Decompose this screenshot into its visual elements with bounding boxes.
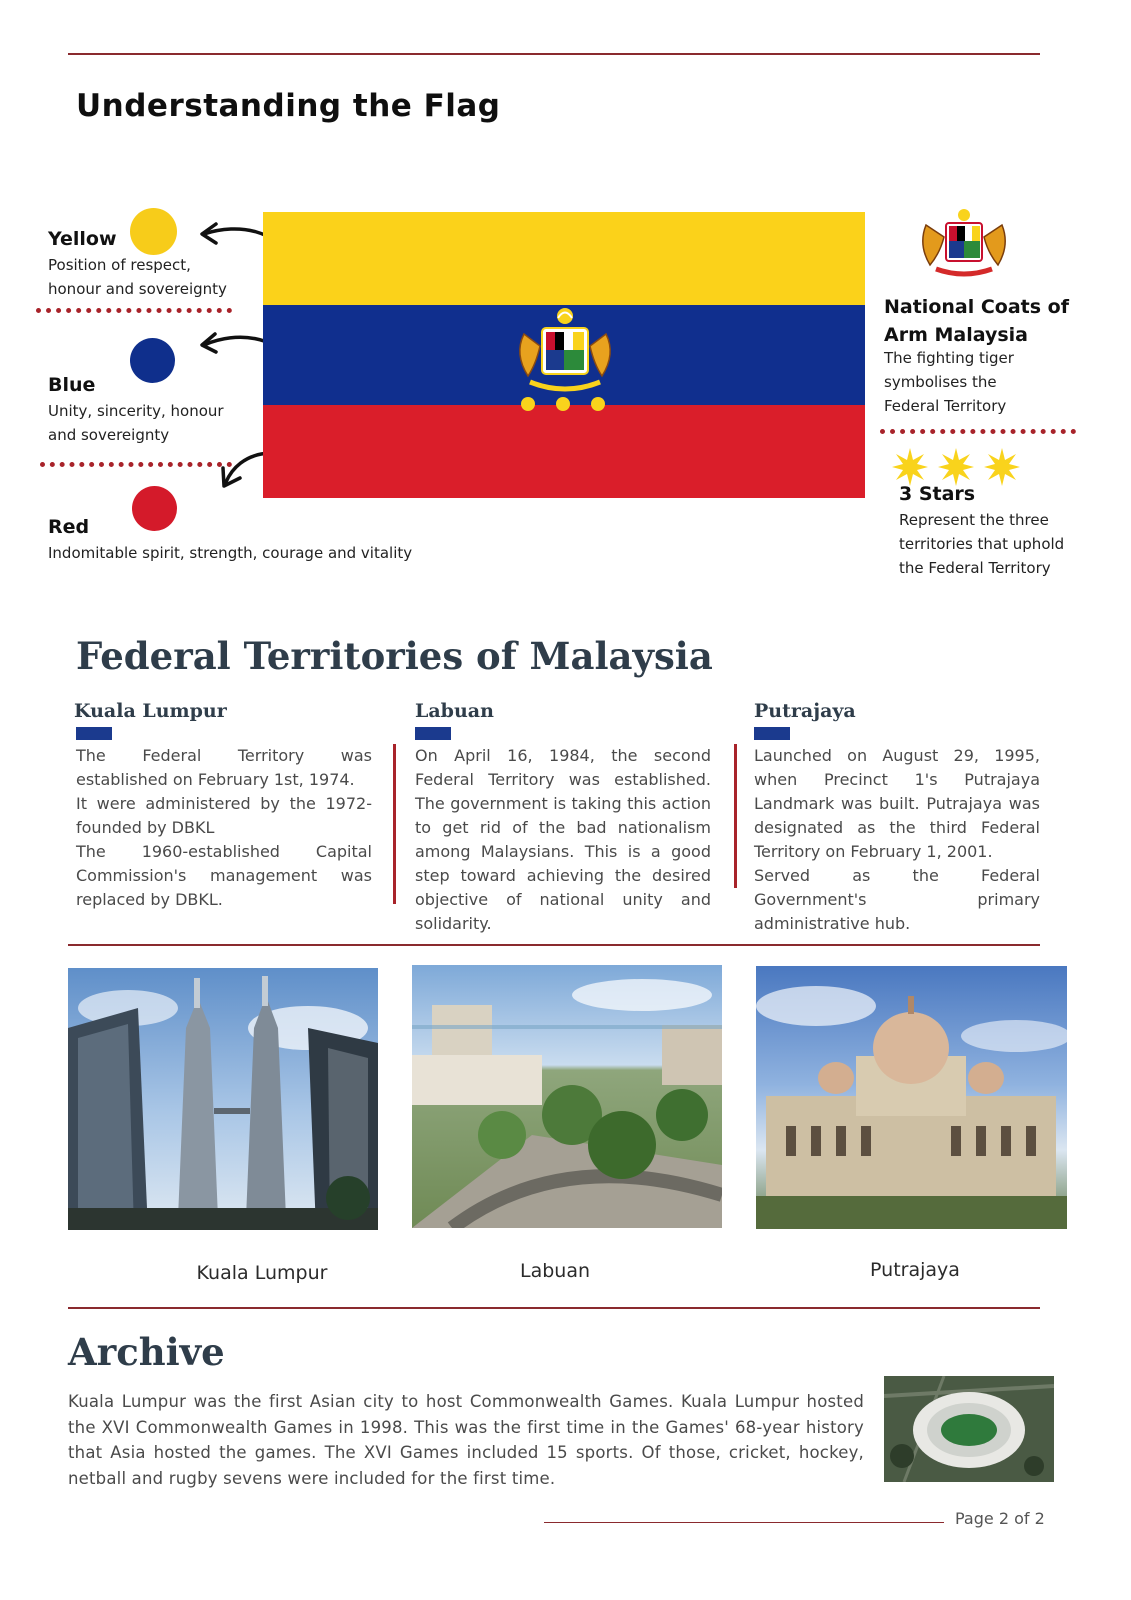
flag <box>263 212 865 498</box>
footer-rule <box>544 1522 944 1523</box>
column-separator <box>393 744 396 904</box>
top-rule <box>68 53 1040 55</box>
legend-label-blue: Blue <box>48 374 96 396</box>
stadium-image <box>884 1376 1054 1482</box>
column-separator <box>734 744 737 888</box>
paragraph: It were administered by the 1972-founded by DBKL <box>76 794 372 837</box>
archive-title: Archive <box>68 1330 225 1374</box>
legend-desc-yellow: Position of respect, honour and sovereignty <box>48 256 227 298</box>
flag-red-band <box>263 405 865 498</box>
paragraph: Launched on August 29, 1995, when Precinct 1's Putrajaya Landmark was built. Putrajaya was designated as the third Federal Territory on February 1, 2001. <box>754 746 1040 861</box>
yellow-swatch <box>130 208 177 255</box>
stars-desc: Represent the three territories that uphold the Federal Territory <box>899 511 1065 577</box>
col-accent-bar <box>415 727 451 740</box>
coastal-town-image <box>412 965 722 1228</box>
col-accent-bar <box>754 727 790 740</box>
photo-putrajaya <box>756 966 1067 1229</box>
paragraph: On April 16, 1984, the second Federal Territory was established. The government is taking this action to get rid of the bad nationalism among Malaysians. This is a good step toward achieving the desired objective of national unity and solidarity. <box>415 746 711 933</box>
col-text-putrajaya <box>754 744 1040 936</box>
section-title: Federal Territories of Malaysia <box>76 634 713 678</box>
legend-label-red: Red <box>48 516 90 538</box>
paragraph: The 1960-established Capital Commission's management was replaced by DBKL. <box>76 842 372 909</box>
col-title-kuala-lumpur: Kuala Lumpur <box>74 700 227 722</box>
col-text-labuan <box>415 744 711 936</box>
flag-yellow-band <box>263 212 865 305</box>
twin-towers-image <box>68 968 378 1230</box>
photo-labuan <box>412 965 722 1228</box>
three-stars-icon <box>890 446 1024 486</box>
page-number: Page 2 of 2 <box>955 1509 1045 1528</box>
col-title-labuan: Labuan <box>415 700 494 722</box>
stars-title: 3 Stars <box>899 483 976 505</box>
caption-putrajaya: Putrajaya <box>870 1259 960 1281</box>
col-title-putrajaya: Putrajaya <box>754 700 856 722</box>
paragraph: The Federal Territory was established on February 1st, 1974. <box>76 746 372 789</box>
caption-labuan: Labuan <box>519 1260 591 1282</box>
col-text-kuala-lumpur <box>76 744 372 912</box>
photo-stadium <box>884 1376 1054 1482</box>
coat-of-arms-emblem-icon <box>916 207 1012 279</box>
domed-palace-image <box>756 966 1067 1229</box>
section-rule <box>68 1307 1040 1309</box>
section-rule <box>68 944 1040 946</box>
archive-text: Kuala Lumpur was the first Asian city to host Commonwealth Games. Kuala Lumpur hosted the XVI Commonwealth Games in 1998. This was the first time in the Games' 68-year history that Asia hosted the games. The XVI Games included 15 sports. Of those, cricket, hockey, netball and rugby sevens were included for the first time. <box>68 1392 864 1488</box>
col-accent-bar <box>76 727 112 740</box>
coat-desc: The fighting tiger symbolises the Federal Territory <box>884 349 1014 415</box>
paragraph: Served as the Federal Government's primary administrative hub. <box>754 866 1040 933</box>
legend-desc-red: Indomitable spirit, strength, courage and vitality <box>48 544 413 562</box>
coat-title: National Coats of Arm Malaysia <box>884 296 1069 346</box>
caption-kuala-lumpur: Kuala Lumpur <box>196 1262 328 1284</box>
page-title: Understanding the Flag <box>76 88 501 124</box>
blue-swatch <box>130 338 175 383</box>
legend-label-yellow: Yellow <box>48 228 117 250</box>
photo-kuala-lumpur <box>68 968 378 1230</box>
coat-of-arms-icon <box>506 304 624 414</box>
coat-divider <box>880 429 1076 434</box>
red-swatch <box>132 486 177 531</box>
legend-desc-blue: Unity, sincerity, honour and sovereignty <box>48 402 224 444</box>
